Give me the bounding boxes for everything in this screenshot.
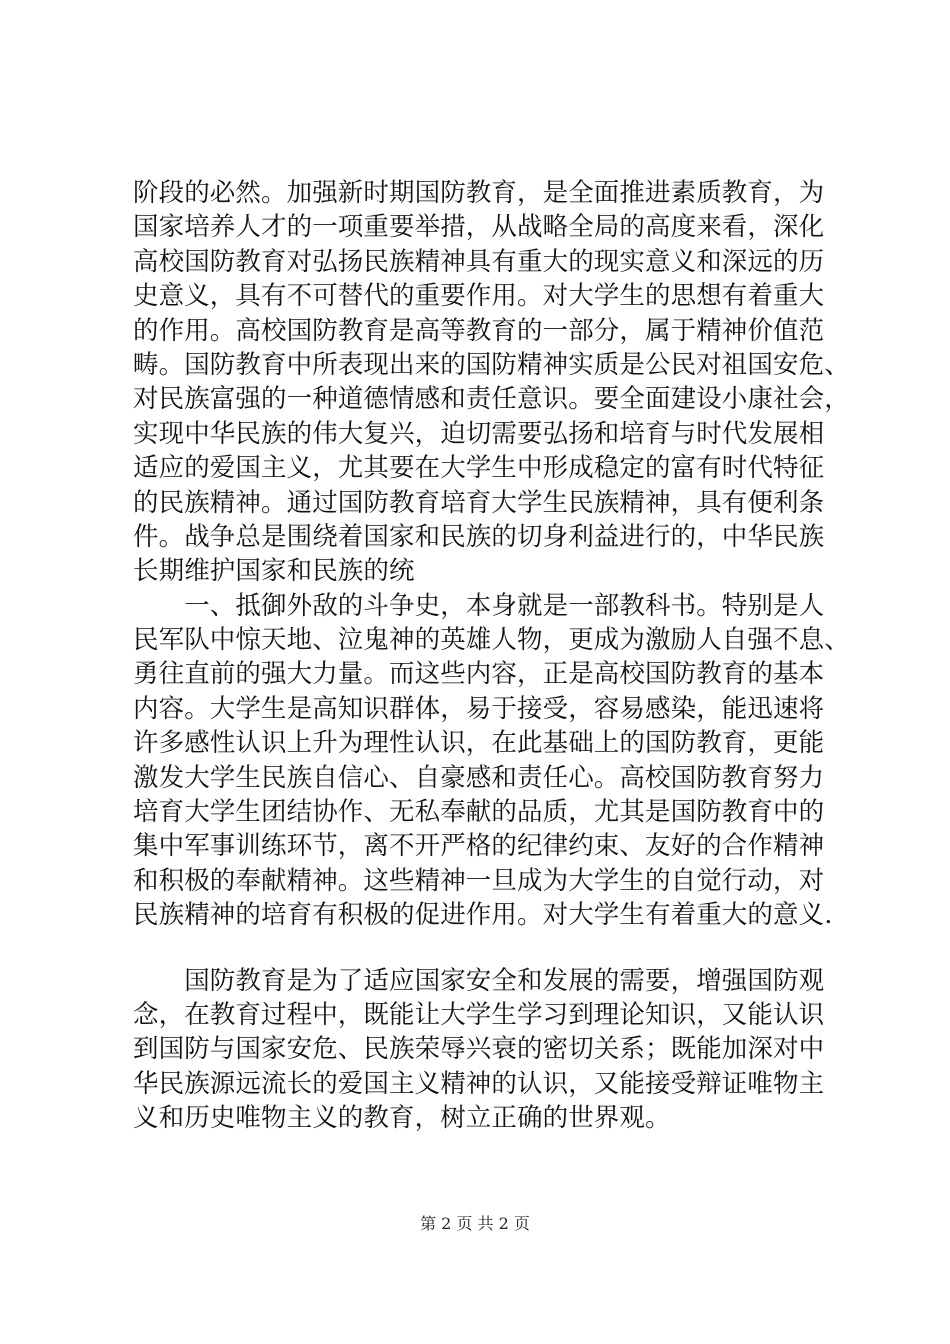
paragraph-spacer bbox=[133, 933, 833, 964]
text-line: 华民族源远流长的爱国主义精神的认识，又能接受辩证唯物主 bbox=[133, 1068, 825, 1099]
text-line: 长期维护国家和民族的统 bbox=[133, 556, 415, 587]
text-line: 念，在教育过程中，既能让大学生学习到理论知识，又能认识 bbox=[133, 999, 825, 1030]
text-line: 集中军事训练环节，离不开严格的纪律约束、友好的合作精神 bbox=[133, 831, 825, 862]
text-line: 民族精神的培育有积极的促进作用。对大学生有着重大的意义. bbox=[133, 900, 833, 931]
text-line: 国家培养人才的一项重要举措，从战略全局的高度来看，深化 bbox=[133, 212, 825, 243]
text-line: 高校国防教育对弘扬民族精神具有重大的现实意义和深远的历 bbox=[133, 246, 825, 277]
text-line: 史意义，具有不可替代的重要作用。对大学生的思想有着重大 bbox=[133, 281, 825, 312]
text-line: 的作用。高校国防教育是高等教育的一部分，属于精神价值范 bbox=[133, 315, 825, 346]
page-footer: 第 2 页 共 2 页 bbox=[420, 1214, 530, 1233]
paragraph bbox=[133, 589, 850, 933]
text-line: 一、抵御外敌的斗争史，本身就是一部教科书。特别是人 bbox=[133, 590, 825, 621]
text-line: 到国防与国家安危、民族荣辱兴衰的密切关系；既能加深对中 bbox=[133, 1034, 825, 1065]
text-line: 勇往直前的强大力量。而这些内容，正是高校国防教育的基本 bbox=[133, 659, 825, 690]
text-line: 的民族精神。通过国防教育培育大学生民族精神，具有便利条 bbox=[133, 487, 825, 518]
text-line: 件。战争总是围绕着国家和民族的切身利益进行的，中华民族 bbox=[133, 521, 825, 552]
text-line: 民军队中惊天地、泣鬼神的英雄人物，更成为激励人自强不息、 bbox=[133, 625, 850, 656]
text-line: 适应的爱国主义，尤其要在大学生中形成稳定的富有时代特征 bbox=[133, 453, 825, 484]
text-line: 阶段的必然。加强新时期国防教育，是全面推进素质教育，为 bbox=[133, 178, 825, 208]
text-line: 许多感性认识上升为理性认识，在此基础上的国防教育，更能 bbox=[133, 728, 825, 759]
document-body bbox=[133, 176, 850, 1136]
text-line: 和积极的奉献精神。这些精神一旦成为大学生的自觉行动，对 bbox=[133, 865, 825, 896]
text-line: 培育大学生团结协作、无私奉献的品质，尤其是国防教育中的 bbox=[133, 797, 825, 828]
text-line: 国防教育是为了适应国家安全和发展的需要，增强国防观 bbox=[133, 965, 825, 996]
text-line: 对民族富强的一种道德情感和责任意识。要全面建设小康社会， bbox=[133, 384, 850, 415]
paragraph bbox=[133, 176, 850, 589]
text-line: 激发大学生民族自信心、自豪感和责任心。高校国防教育努力 bbox=[133, 762, 825, 793]
paragraph bbox=[133, 964, 833, 1136]
text-line: 义和历史唯物主义的教育，树立正确的世界观。 bbox=[133, 1103, 671, 1134]
text-line: 实现中华民族的伟大复兴，迫切需要弘扬和培育与时代发展相 bbox=[133, 418, 825, 449]
text-line: 内容。大学生是高知识群体，易于接受，容易感染，能迅速将 bbox=[133, 693, 825, 724]
text-line: 畴。国防教育中所表现出来的国防精神实质是公民对祖国安危、 bbox=[133, 349, 850, 380]
